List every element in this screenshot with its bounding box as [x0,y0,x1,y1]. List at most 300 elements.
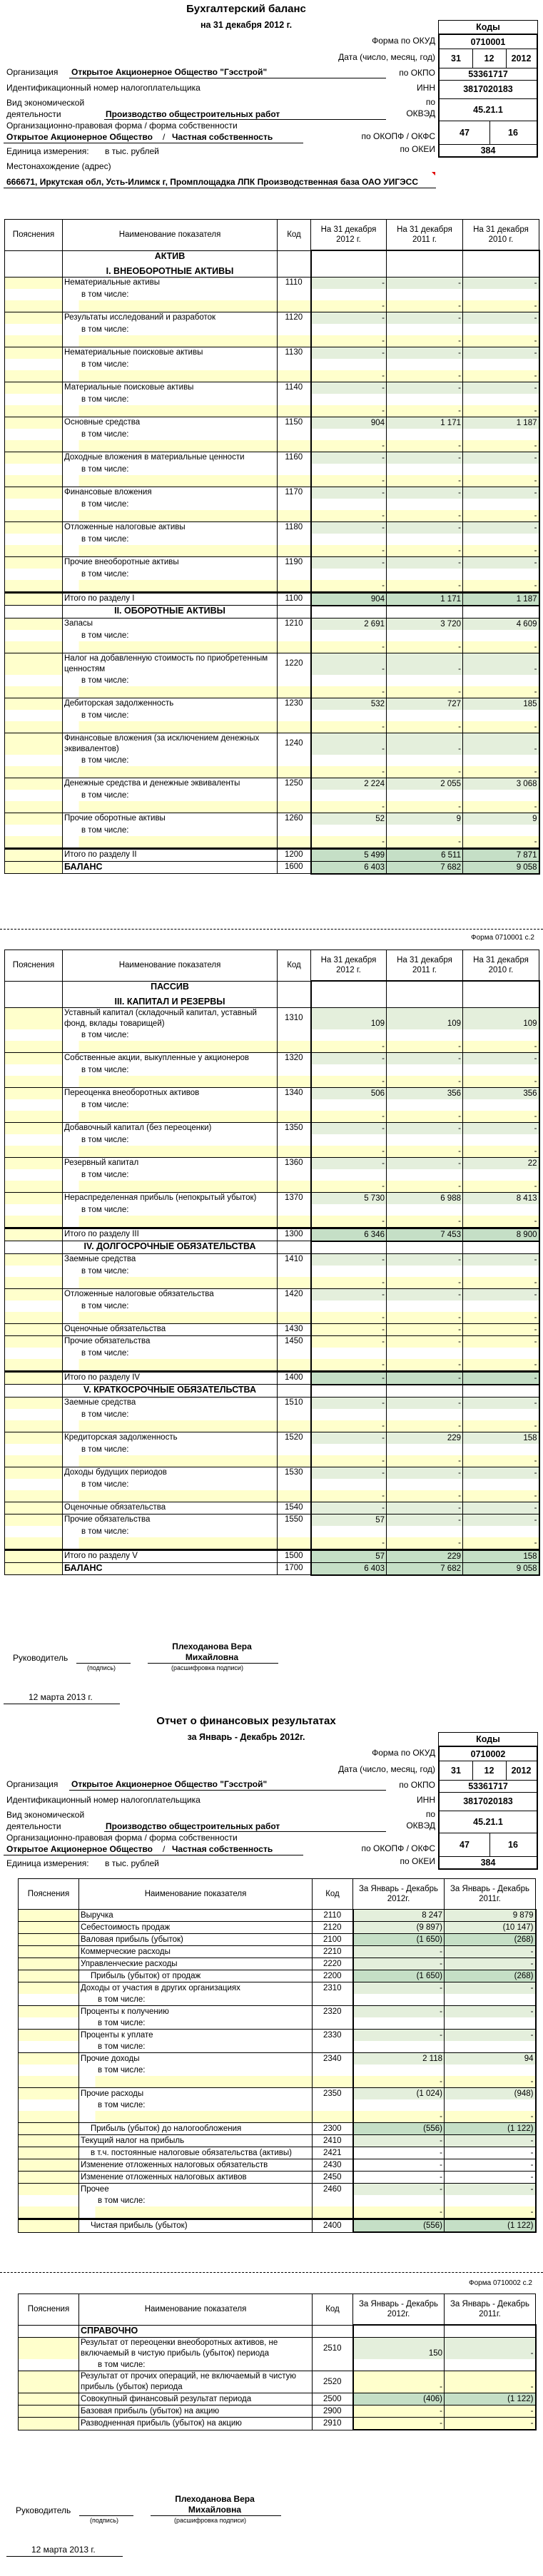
value-cell[interactable]: - [387,545,463,557]
explanation-cell[interactable] [19,2030,79,2042]
explanation-cell[interactable] [5,1253,63,1266]
explanation-cell[interactable] [19,2393,79,2406]
explanation-cell[interactable] [5,300,63,312]
value-cell[interactable]: - [463,1490,539,1502]
value-cell[interactable]: - [311,1181,387,1193]
value-cell[interactable]: 158 [463,1432,539,1444]
value-cell[interactable]: - [387,1157,463,1169]
value-cell[interactable]: - [353,2159,445,2172]
explanation-cell[interactable] [5,1549,63,1562]
value-cell[interactable]: - [311,1157,387,1169]
breakdown-name[interactable] [63,721,278,733]
value-cell[interactable]: - [311,1052,387,1064]
value-cell[interactable]: - [311,580,387,593]
value-cell[interactable]: - [463,1181,539,1193]
explanation-cell[interactable] [5,813,63,825]
explanation-cell[interactable] [5,452,63,464]
value-cell[interactable]: - [311,1420,387,1432]
explanation-cell[interactable] [5,801,63,813]
value-cell[interactable]: - [463,1502,539,1514]
value-cell[interactable]: (1 650) [353,1934,445,1946]
value-cell[interactable]: 8 413 [463,1192,539,1204]
value-cell[interactable]: 3 068 [463,778,539,790]
explanation-cell[interactable] [5,1146,63,1158]
value-cell[interactable]: - [311,545,387,557]
explanation-cell[interactable] [19,1982,79,1995]
value-cell[interactable]: - [387,487,463,499]
explanation-cell[interactable] [5,405,63,417]
value-cell[interactable]: 6 403 [311,861,387,874]
explanation-cell[interactable] [5,347,63,359]
value-cell[interactable]: - [353,2172,445,2184]
value-cell[interactable]: 1 187 [463,592,539,606]
value-cell[interactable]: - [387,1076,463,1088]
value-cell[interactable]: - [387,1111,463,1123]
value-cell[interactable]: (1 122) [445,2393,536,2406]
value-cell[interactable]: - [463,1514,539,1526]
value-cell[interactable]: - [353,2371,445,2393]
breakdown-name[interactable] [63,1277,278,1289]
value-cell[interactable]: - [311,1041,387,1053]
value-cell[interactable]: - [387,1397,463,1409]
explanation-cell[interactable] [19,2147,79,2159]
breakdown-name[interactable] [63,836,278,849]
value-cell[interactable]: - [445,2338,536,2360]
value-cell[interactable]: - [463,370,539,382]
explanation-cell[interactable] [5,1455,63,1467]
value-cell[interactable]: 727 [387,698,463,710]
value-cell[interactable]: - [387,370,463,382]
value-cell[interactable]: - [311,1467,387,1479]
value-cell[interactable]: - [311,556,387,569]
value-cell[interactable]: - [445,2418,536,2430]
explanation-cell[interactable] [5,580,63,593]
value-cell[interactable]: 7 871 [463,848,539,861]
breakdown-name[interactable] [63,580,278,593]
value-cell[interactable]: 904 [311,417,387,429]
value-cell[interactable]: - [445,2172,536,2184]
explanation-cell[interactable] [5,1216,63,1228]
value-cell[interactable]: 109 [463,1007,539,1029]
value-cell[interactable]: - [387,405,463,417]
value-cell[interactable]: - [387,766,463,778]
value-cell[interactable]: - [387,686,463,698]
value-cell[interactable]: - [445,2135,536,2147]
breakdown-name[interactable] [63,300,278,312]
value-cell[interactable]: 185 [463,698,539,710]
explanation-cell[interactable] [5,1335,63,1348]
value-cell[interactable]: - [353,2006,445,2018]
value-cell[interactable]: (268) [445,1934,536,1946]
value-cell[interactable]: - [311,1323,387,1335]
value-cell[interactable]: 1 171 [387,417,463,429]
value-cell[interactable]: - [387,1216,463,1228]
value-cell[interactable]: - [387,1288,463,1300]
value-cell[interactable]: - [463,300,539,312]
explanation-cell[interactable] [19,1910,79,1922]
explanation-cell[interactable] [19,2123,79,2135]
value-cell[interactable]: - [387,440,463,452]
breakdown-name[interactable] [63,1181,278,1193]
breakdown-name[interactable] [63,405,278,417]
value-cell[interactable]: - [311,440,387,452]
value-cell[interactable]: 4 609 [463,618,539,630]
value-cell[interactable]: 57 [311,1514,387,1526]
explanation-cell[interactable] [5,778,63,790]
breakdown-name[interactable] [63,1537,278,1550]
explanation-cell[interactable] [19,1922,79,1934]
value-cell[interactable]: - [387,382,463,394]
value-cell[interactable]: - [463,312,539,324]
value-cell[interactable]: - [311,1455,387,1467]
value-cell[interactable]: - [311,1312,387,1324]
value-cell[interactable]: - [445,2111,536,2123]
breakdown-name[interactable] [63,545,278,557]
explanation-cell[interactable] [5,521,63,534]
value-cell[interactable]: - [387,836,463,849]
explanation-cell[interactable] [5,861,63,874]
value-cell[interactable]: - [463,1371,539,1385]
explanation-cell[interactable] [5,1537,63,1550]
value-cell[interactable]: - [311,733,387,755]
explanation-cell[interactable] [19,2219,79,2233]
explanation-cell[interactable] [5,1371,63,1385]
value-cell[interactable]: - [463,1359,539,1372]
value-cell[interactable]: - [463,277,539,289]
explanation-cell[interactable] [5,370,63,382]
explanation-cell[interactable] [5,836,63,849]
value-cell[interactable]: - [353,1946,445,1958]
value-cell[interactable]: - [463,475,539,487]
value-cell[interactable]: - [463,510,539,522]
explanation-cell[interactable] [5,1312,63,1324]
explanation-cell[interactable] [5,545,63,557]
explanation-cell[interactable] [5,1514,63,1526]
value-cell[interactable]: (9 897) [353,1922,445,1934]
value-cell[interactable]: - [311,1146,387,1158]
explanation-cell[interactable] [5,440,63,452]
explanation-cell[interactable] [19,1970,79,1982]
breakdown-name[interactable] [79,2111,313,2123]
value-cell[interactable]: - [311,1502,387,1514]
breakdown-name[interactable] [63,1420,278,1432]
explanation-cell[interactable] [5,487,63,499]
value-cell[interactable]: - [311,1288,387,1300]
breakdown-name[interactable] [63,641,278,653]
value-cell[interactable]: - [311,1122,387,1134]
explanation-cell[interactable] [5,766,63,778]
value-cell[interactable]: - [463,733,539,755]
explanation-cell[interactable] [5,277,63,289]
value-cell[interactable]: - [445,2184,536,2196]
value-cell[interactable]: - [311,370,387,382]
value-cell[interactable]: 2 691 [311,618,387,630]
value-cell[interactable]: - [387,475,463,487]
value-cell[interactable]: 109 [311,1007,387,1029]
explanation-cell[interactable] [5,1397,63,1409]
explanation-cell[interactable] [5,1181,63,1193]
value-cell[interactable]: - [311,452,387,464]
explanation-cell[interactable] [19,2406,79,2418]
explanation-cell[interactable] [5,653,63,675]
value-cell[interactable]: - [463,1335,539,1348]
value-cell[interactable]: - [311,347,387,359]
value-cell[interactable]: (948) [445,2088,536,2100]
explanation-cell[interactable] [5,1111,63,1123]
explanation-cell[interactable] [5,1323,63,1335]
explanation-cell[interactable] [19,2184,79,2196]
value-cell[interactable]: 5 499 [311,848,387,861]
breakdown-name[interactable] [63,1076,278,1088]
breakdown-name[interactable] [63,686,278,698]
breakdown-name[interactable] [63,440,278,452]
explanation-cell[interactable] [5,1467,63,1479]
value-cell[interactable]: 2 224 [311,778,387,790]
value-cell[interactable]: 8 247 [353,1910,445,1922]
value-cell[interactable]: - [387,277,463,289]
explanation-cell[interactable] [19,2172,79,2184]
value-cell[interactable]: - [463,1146,539,1158]
value-cell[interactable]: 2 118 [353,2053,445,2065]
breakdown-name[interactable] [63,801,278,813]
breakdown-name[interactable] [63,370,278,382]
value-cell[interactable]: - [387,801,463,813]
explanation-cell[interactable] [19,2076,79,2088]
breakdown-name[interactable] [63,475,278,487]
value-cell[interactable]: - [387,1277,463,1289]
value-cell[interactable]: - [387,510,463,522]
value-cell[interactable]: - [311,653,387,675]
value-cell[interactable]: (406) [353,2393,445,2406]
value-cell[interactable]: 9 058 [463,861,539,874]
value-cell[interactable]: - [311,1076,387,1088]
value-cell[interactable]: - [463,1076,539,1088]
value-cell[interactable]: - [463,1455,539,1467]
value-cell[interactable]: - [311,382,387,394]
value-cell[interactable]: - [463,653,539,675]
explanation-cell[interactable] [5,1157,63,1169]
value-cell[interactable]: (556) [353,2123,445,2135]
value-cell[interactable]: - [387,335,463,347]
value-cell[interactable]: - [463,1323,539,1335]
explanation-cell[interactable] [19,2006,79,2018]
explanation-cell[interactable] [5,382,63,394]
value-cell[interactable]: - [445,2030,536,2042]
value-cell[interactable]: (268) [445,1970,536,1982]
value-cell[interactable]: - [311,300,387,312]
value-cell[interactable]: 6 511 [387,848,463,861]
value-cell[interactable]: 506 [311,1087,387,1099]
explanation-cell[interactable] [5,1562,63,1575]
value-cell[interactable]: - [445,2206,536,2219]
value-cell[interactable]: - [311,312,387,324]
value-cell[interactable]: - [387,347,463,359]
explanation-cell[interactable] [5,1502,63,1514]
value-cell[interactable]: - [463,641,539,653]
value-cell[interactable]: - [353,2206,445,2219]
value-cell[interactable]: - [463,545,539,557]
value-cell[interactable]: - [387,1253,463,1266]
value-cell[interactable]: 6 988 [387,1192,463,1204]
breakdown-name[interactable] [63,766,278,778]
value-cell[interactable]: - [463,1312,539,1324]
value-cell[interactable]: 7 453 [387,1228,463,1241]
explanation-cell[interactable] [5,1041,63,1053]
value-cell[interactable]: - [311,1277,387,1289]
value-cell[interactable]: - [311,686,387,698]
breakdown-name[interactable] [79,2076,313,2088]
value-cell[interactable]: - [311,1216,387,1228]
value-cell[interactable]: (1 650) [353,1970,445,1982]
value-cell[interactable]: - [387,1359,463,1372]
explanation-cell[interactable] [19,2206,79,2219]
value-cell[interactable]: - [445,2371,536,2393]
value-cell[interactable]: - [311,1397,387,1409]
breakdown-name[interactable] [63,1490,278,1502]
value-cell[interactable]: - [463,487,539,499]
value-cell[interactable]: 904 [311,592,387,606]
explanation-cell[interactable] [5,1490,63,1502]
value-cell[interactable]: - [387,1146,463,1158]
value-cell[interactable]: 532 [311,698,387,710]
value-cell[interactable]: - [311,1253,387,1266]
value-cell[interactable]: - [311,1371,387,1385]
value-cell[interactable]: - [387,556,463,569]
explanation-cell[interactable] [19,2135,79,2147]
value-cell[interactable]: - [311,836,387,849]
value-cell[interactable]: - [311,475,387,487]
value-cell[interactable]: - [387,580,463,593]
value-cell[interactable]: - [463,1277,539,1289]
value-cell[interactable]: - [353,2111,445,2123]
value-cell[interactable]: - [445,2406,536,2418]
value-cell[interactable]: - [311,721,387,733]
value-cell[interactable]: - [463,1467,539,1479]
value-cell[interactable]: - [311,1432,387,1444]
value-cell[interactable]: - [353,2135,445,2147]
value-cell[interactable]: (1 024) [353,2088,445,2100]
value-cell[interactable]: - [353,1958,445,1970]
breakdown-name[interactable] [63,1146,278,1158]
value-cell[interactable]: 158 [463,1549,539,1562]
explanation-cell[interactable] [5,1228,63,1241]
value-cell[interactable]: 5 730 [311,1192,387,1204]
value-cell[interactable]: - [387,1181,463,1193]
value-cell[interactable]: - [353,2076,445,2088]
value-cell[interactable]: - [463,1397,539,1409]
explanation-cell[interactable] [5,1052,63,1064]
explanation-cell[interactable] [5,1432,63,1444]
explanation-cell[interactable] [5,698,63,710]
value-cell[interactable]: - [311,641,387,653]
value-cell[interactable]: - [445,2159,536,2172]
value-cell[interactable]: - [311,1359,387,1372]
value-cell[interactable]: 150 [353,2338,445,2360]
explanation-cell[interactable] [19,1958,79,1970]
value-cell[interactable]: (1 122) [445,2123,536,2135]
value-cell[interactable]: - [387,1455,463,1467]
value-cell[interactable]: - [387,312,463,324]
value-cell[interactable]: - [311,405,387,417]
explanation-cell[interactable] [5,1122,63,1134]
value-cell[interactable]: - [445,1958,536,1970]
value-cell[interactable]: - [311,487,387,499]
explanation-cell[interactable] [5,618,63,630]
value-cell[interactable]: 9 [463,813,539,825]
value-cell[interactable]: - [463,1420,539,1432]
value-cell[interactable]: - [387,300,463,312]
value-cell[interactable]: - [463,1537,539,1550]
value-cell[interactable]: - [311,1111,387,1123]
value-cell[interactable]: - [445,2147,536,2159]
explanation-cell[interactable] [19,2111,79,2123]
value-cell[interactable]: - [463,836,539,849]
value-cell[interactable]: - [387,1371,463,1385]
value-cell[interactable]: 229 [387,1432,463,1444]
breakdown-name[interactable] [63,1216,278,1228]
value-cell[interactable]: 6 346 [311,1228,387,1241]
breakdown-name[interactable] [79,2206,313,2219]
value-cell[interactable]: - [463,1122,539,1134]
explanation-cell[interactable] [5,1192,63,1204]
value-cell[interactable]: 9 [387,813,463,825]
value-cell[interactable]: - [463,556,539,569]
explanation-cell[interactable] [5,686,63,698]
value-cell[interactable]: - [353,2406,445,2418]
value-cell[interactable]: - [311,510,387,522]
explanation-cell[interactable] [5,1359,63,1372]
value-cell[interactable]: 9 879 [445,1910,536,1922]
value-cell[interactable]: - [463,1041,539,1053]
value-cell[interactable]: - [353,2030,445,2042]
value-cell[interactable]: 57 [311,1549,387,1562]
value-cell[interactable]: - [311,277,387,289]
value-cell[interactable]: - [387,1335,463,1348]
explanation-cell[interactable] [5,733,63,755]
explanation-cell[interactable] [5,1087,63,1099]
value-cell[interactable]: 8 900 [463,1228,539,1241]
explanation-cell[interactable] [5,1076,63,1088]
value-cell[interactable]: 22 [463,1157,539,1169]
value-cell[interactable]: - [463,382,539,394]
breakdown-name[interactable] [63,335,278,347]
value-cell[interactable]: - [463,452,539,464]
explanation-cell[interactable] [5,417,63,429]
explanation-cell[interactable] [5,510,63,522]
value-cell[interactable]: - [387,521,463,534]
value-cell[interactable]: - [311,1537,387,1550]
breakdown-name[interactable] [63,1359,278,1372]
breakdown-name[interactable] [63,1312,278,1324]
explanation-cell[interactable] [5,1288,63,1300]
value-cell[interactable]: - [463,1253,539,1266]
explanation-cell[interactable] [19,2159,79,2172]
value-cell[interactable]: - [463,440,539,452]
value-cell[interactable]: - [463,1052,539,1064]
value-cell[interactable]: (1 122) [445,2219,536,2233]
value-cell[interactable]: - [445,2006,536,2018]
value-cell[interactable]: - [387,1537,463,1550]
value-cell[interactable]: - [311,1335,387,1348]
value-cell[interactable]: - [387,733,463,755]
explanation-cell[interactable] [5,475,63,487]
value-cell[interactable]: 6 403 [311,1562,387,1575]
value-cell[interactable]: - [311,801,387,813]
value-cell[interactable]: - [353,2184,445,2196]
explanation-cell[interactable] [19,2088,79,2100]
value-cell[interactable]: - [445,2076,536,2088]
value-cell[interactable]: (556) [353,2219,445,2233]
